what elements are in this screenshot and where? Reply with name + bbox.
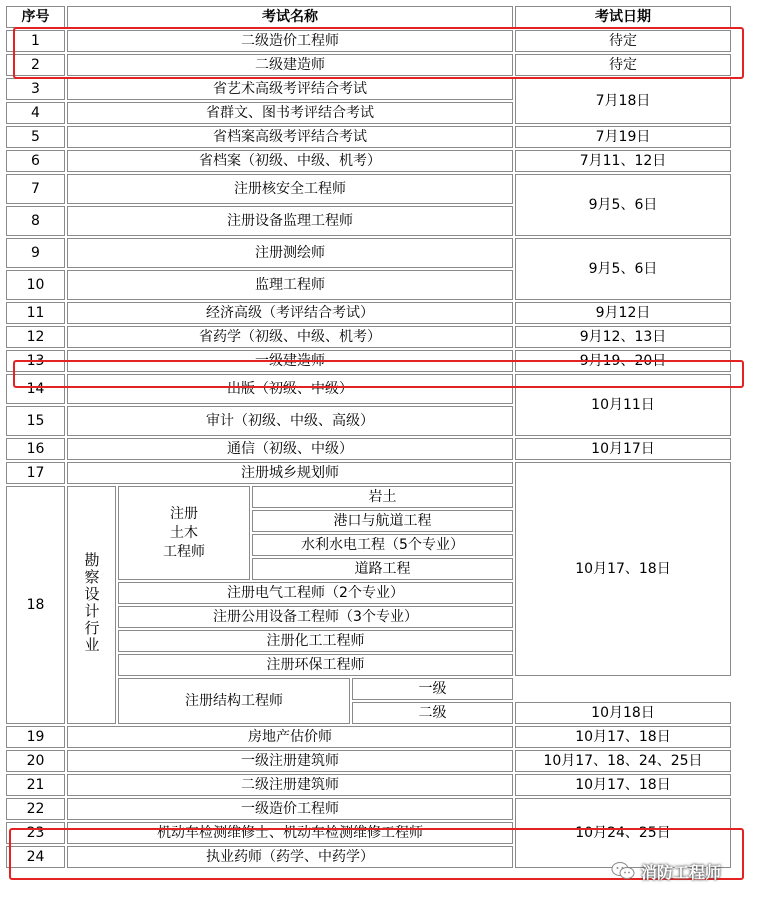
sub-exam-name: 注册结构工程师: [118, 678, 350, 724]
table-row: [6, 798, 731, 820]
table-header: [6, 6, 731, 28]
exam-name: 省档案高级考评结合考试: [67, 126, 513, 148]
sub-exam-name: 注册环保工程师: [118, 654, 513, 676]
row-no: 7: [6, 174, 65, 204]
exam-date: 待定: [515, 54, 731, 76]
exam-date: 10月24、25日: [515, 798, 731, 868]
row-no: 1: [6, 30, 65, 52]
table-row: [6, 374, 731, 404]
table-row: [6, 150, 731, 172]
exam-date: 9月12日: [515, 302, 731, 324]
wechat-icon: [611, 861, 635, 881]
row-no: 5: [6, 126, 65, 148]
row-no: 23: [6, 822, 65, 844]
row-no: 9: [6, 238, 65, 268]
table-row: [6, 78, 731, 100]
exam-name: 二级造价工程师: [67, 30, 513, 52]
exam-date: 10月17、18日: [515, 462, 731, 676]
table-row: [6, 174, 731, 204]
exam-name: 注册设备监理工程师: [67, 206, 513, 236]
table-row: [6, 462, 731, 484]
exam-date: 10月17、18、24、25日: [515, 750, 731, 772]
header-no: 序号: [6, 6, 65, 28]
table-row: [6, 438, 731, 460]
row-no: 21: [6, 774, 65, 796]
sub-exam-name: 岩土: [252, 486, 513, 508]
table-row: [6, 750, 731, 772]
table-row: [6, 126, 731, 148]
exam-name: 省药学（初级、中级、机考）: [67, 326, 513, 348]
exam-name: 经济高级（考评结合考试）: [67, 302, 513, 324]
row-no: 14: [6, 374, 65, 404]
row-no: 12: [6, 326, 65, 348]
civil-engineer-label: 注册 土木 工程师: [118, 486, 250, 580]
exam-name: 出版（初级、中级）: [67, 374, 513, 404]
row-no: 18: [6, 486, 65, 724]
exam-date: 10月17、18日: [515, 726, 731, 748]
row-no: 11: [6, 302, 65, 324]
table-row: [6, 302, 731, 324]
watermark: [611, 856, 771, 886]
exam-name: 一级注册建筑师: [67, 750, 513, 772]
row-no: 17: [6, 462, 65, 484]
table-row: [6, 726, 731, 748]
exam-date: 7月19日: [515, 126, 731, 148]
row-no: 3: [6, 78, 65, 100]
row-no: 8: [6, 206, 65, 236]
exam-name: 一级建造师: [67, 350, 513, 372]
sub-exam-name: 道路工程: [252, 558, 513, 580]
header-name: 考试名称: [67, 6, 513, 28]
exam-date: 10月11日: [515, 374, 731, 436]
table-row: [6, 30, 731, 52]
exam-name: 通信（初级、中级）: [67, 438, 513, 460]
table-row: [6, 774, 731, 796]
row-no: 10: [6, 270, 65, 300]
exam-name: 房地产估价师: [67, 726, 513, 748]
row-no: 13: [6, 350, 65, 372]
exam-date: 9月19、20日: [515, 350, 731, 372]
exam-name: 省档案（初级、中级、机考）: [67, 150, 513, 172]
exam-date: 待定: [515, 30, 731, 52]
exam-name: 二级建造师: [67, 54, 513, 76]
row-no: 19: [6, 726, 65, 748]
row-no: 16: [6, 438, 65, 460]
sub-exam-name: 水利水电工程（5个专业）: [252, 534, 513, 556]
level-label: 二级: [352, 702, 513, 724]
exam-name: 省群文、图书考评结合考试: [67, 102, 513, 124]
table-row: [6, 54, 731, 76]
exam-date: 7月18日: [515, 78, 731, 124]
exam-name: 一级造价工程师: [67, 798, 513, 820]
group-label: [67, 486, 116, 724]
header-date: 考试日期: [515, 6, 731, 28]
exam-date: 9月12、13日: [515, 326, 731, 348]
exam-name: 省艺术高级考评结合考试: [67, 78, 513, 100]
exam-date: 9月5、6日: [515, 174, 731, 236]
exam-schedule: [4, 4, 733, 870]
row-no: 24: [6, 846, 65, 868]
exam-name: 机动车检测维修士、机动车检测维修工程师: [67, 822, 513, 844]
group-label-text: 勘察设计行业: [82, 552, 101, 654]
level-label: 一级: [352, 678, 513, 700]
exam-schedule-table: [4, 4, 733, 870]
exam-name: 注册核安全工程师: [67, 174, 513, 204]
row-no: 6: [6, 150, 65, 172]
row-no: 4: [6, 102, 65, 124]
table-row: [6, 350, 731, 372]
exam-date: 10月17、18日: [515, 774, 731, 796]
sub-exam-name: 注册化工工程师: [118, 630, 513, 652]
sub-exam-name: 注册电气工程师（2个专业）: [118, 582, 513, 604]
exam-name: 二级注册建筑师: [67, 774, 513, 796]
sub-exam-name: 港口与航道工程: [252, 510, 513, 532]
exam-date: 10月18日: [515, 702, 731, 724]
exam-name: 监理工程师: [67, 270, 513, 300]
exam-name: 执业药师（药学、中药学）: [67, 846, 513, 868]
exam-date: 9月5、6日: [515, 238, 731, 300]
sub-exam-name: 注册公用设备工程师（3个专业）: [118, 606, 513, 628]
table-row: [6, 238, 731, 268]
row-no: 20: [6, 750, 65, 772]
watermark-text: 消防工程师: [641, 862, 722, 882]
exam-date: 10月17日: [515, 438, 731, 460]
exam-name: 注册测绘师: [67, 238, 513, 268]
exam-name: 审计（初级、中级、高级）: [67, 406, 513, 436]
row-no: 2: [6, 54, 65, 76]
table-row: [6, 326, 731, 348]
row-no: 22: [6, 798, 65, 820]
row-no: 15: [6, 406, 65, 436]
exam-date: 7月11、12日: [515, 150, 731, 172]
exam-name: 注册城乡规划师: [67, 462, 513, 484]
